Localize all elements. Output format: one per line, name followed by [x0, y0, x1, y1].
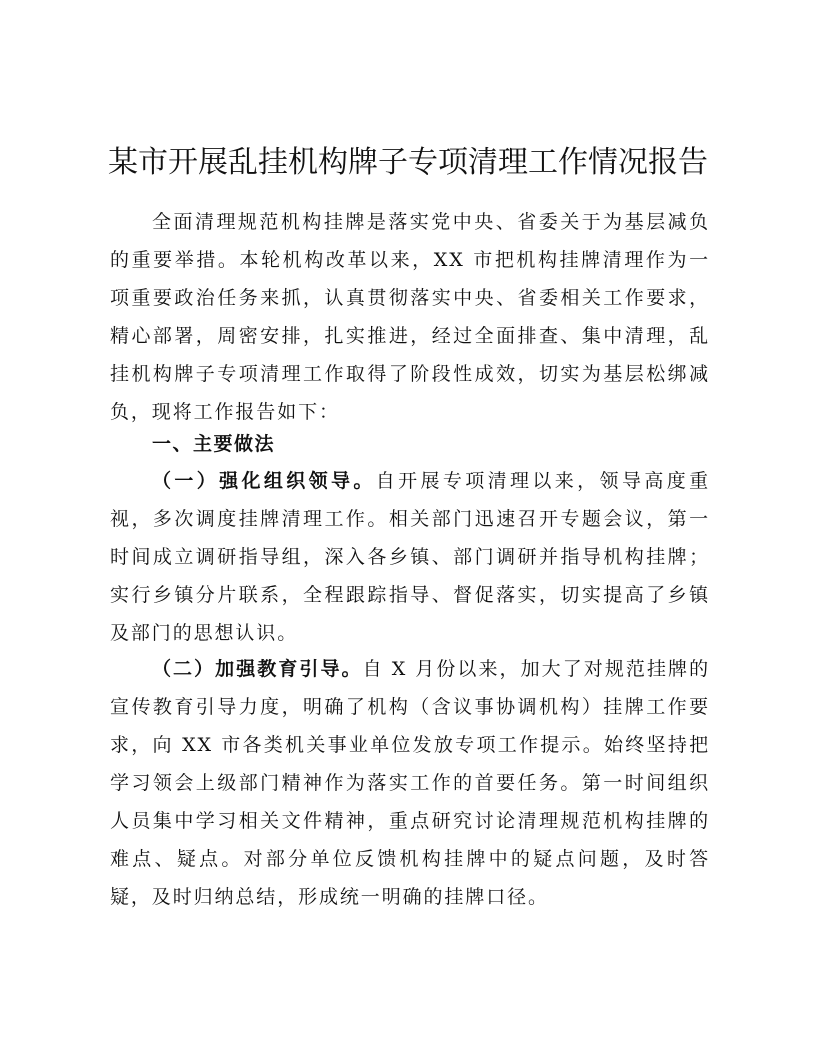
item-paragraph-education — [110, 650, 710, 916]
item-heading-education: （二）加强教育引导。 — [152, 658, 363, 680]
intro-paragraph: 全面清理规范机构挂牌是落实党中央、省委关于为基层减负的重要举措。本轮机构改革以来，XX 市把机构挂牌清理作为一项重要政治任务来抓，认真贯彻落实中央、省委相关工作要求，精心部署，周密安排，扎实推进，经过全面排查、集中清理，乱挂机构牌子专项清理工作取得了阶段性成效，切实为基层松绑减负，现将工作报告如下： — [110, 211, 710, 423]
item-paragraph-organization — [110, 462, 710, 652]
item-heading-organization: （一）强化组织领导。 — [152, 470, 376, 492]
item-text-education: 自 X 月份以来，加大了对规范挂牌的宣传教育引导力度，明确了机构（含议事协调机构）挂牌工作要求，向 XX 市各类机关事业单位发放专项工作提示。始终坚持把学习领会上级部门精神作为落实工作的首要任务。第一时间组织人员集中学习相关文件精神，重点研究讨论清理规范机构挂牌的难点、疑点。对部分单位反馈机构挂牌中的疑点问题，及时答疑，及时归纳总结，形成统一明确的挂牌口径。 — [110, 658, 710, 908]
item-text-organization: 自开展专项清理以来，领导高度重视，多次调度挂牌清理工作。相关部门迅速召开专题会议，第一时间成立调研指导组，深入各乡镇、部门调研并指导机构挂牌；实行乡镇分片联系，全程跟踪指导、督促落实，切实提高了乡镇及部门的思想认识。 — [110, 470, 710, 644]
document-title: 某市开展乱挂机构牌子专项清理工作情况报告 — [108, 145, 708, 180]
section-heading-main-practices: 一、主要做法 — [152, 433, 276, 455]
